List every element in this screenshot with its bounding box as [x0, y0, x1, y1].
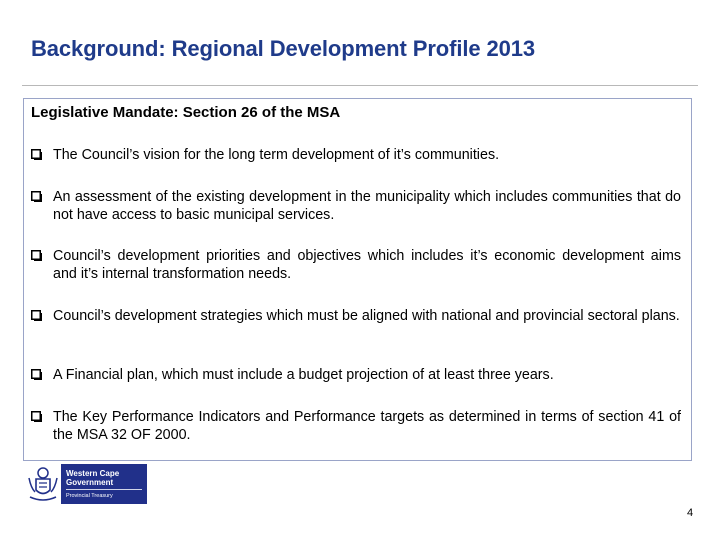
checkbox-bullet-icon: [31, 149, 42, 160]
logo-divider: [66, 489, 142, 490]
section-heading: Legislative Mandate: Section 26 of the MSA: [31, 104, 341, 121]
bullet-item: [31, 408, 681, 444]
bullet-item: [31, 247, 681, 283]
checkbox-bullet-icon: [31, 369, 42, 380]
logo-text-line2: Government: [66, 478, 114, 487]
bullet-text: Council’s development priorities and objectives which includes it’s economic development aims and it’s internal transformation needs.: [53, 248, 681, 282]
bullet-text: An assessment of the existing development in the municipality which includes communities that do not have access to basic municipal services.: [53, 189, 681, 223]
checkbox-bullet-icon: [31, 411, 42, 422]
western-cape-government-logo: [25, 464, 147, 504]
logo-text-line1: Western Cape: [66, 469, 120, 478]
bullet-text: The Key Performance Indicators and Performance targets as determined in terms of section 41 of the MSA 32 OF 2000.: [53, 409, 681, 443]
bullet-item: [31, 146, 681, 164]
title-divider: [22, 85, 698, 86]
checkbox-bullet-icon: [31, 191, 42, 202]
bullet-text: Council’s development strategies which must be aligned with national and provincial sectoral plans.: [53, 308, 680, 324]
bullet-item: [31, 366, 681, 384]
page-number: 4: [687, 507, 694, 519]
coat-of-arms-icon: [25, 464, 61, 504]
bullet-text: A Financial plan, which must include a budget projection of at least three years.: [53, 367, 554, 383]
bullet-item: [31, 307, 681, 325]
checkbox-bullet-icon: [31, 310, 42, 321]
bullet-text: The Council’s vision for the long term development of it’s communities.: [53, 147, 500, 163]
logo-text-line3: Provincial Treasury: [66, 493, 113, 499]
logo-panel: [61, 464, 147, 504]
slide-title: Background: Regional Development Profile 2013: [31, 36, 536, 61]
bullet-item: [31, 188, 681, 224]
checkbox-bullet-icon: [31, 250, 42, 261]
